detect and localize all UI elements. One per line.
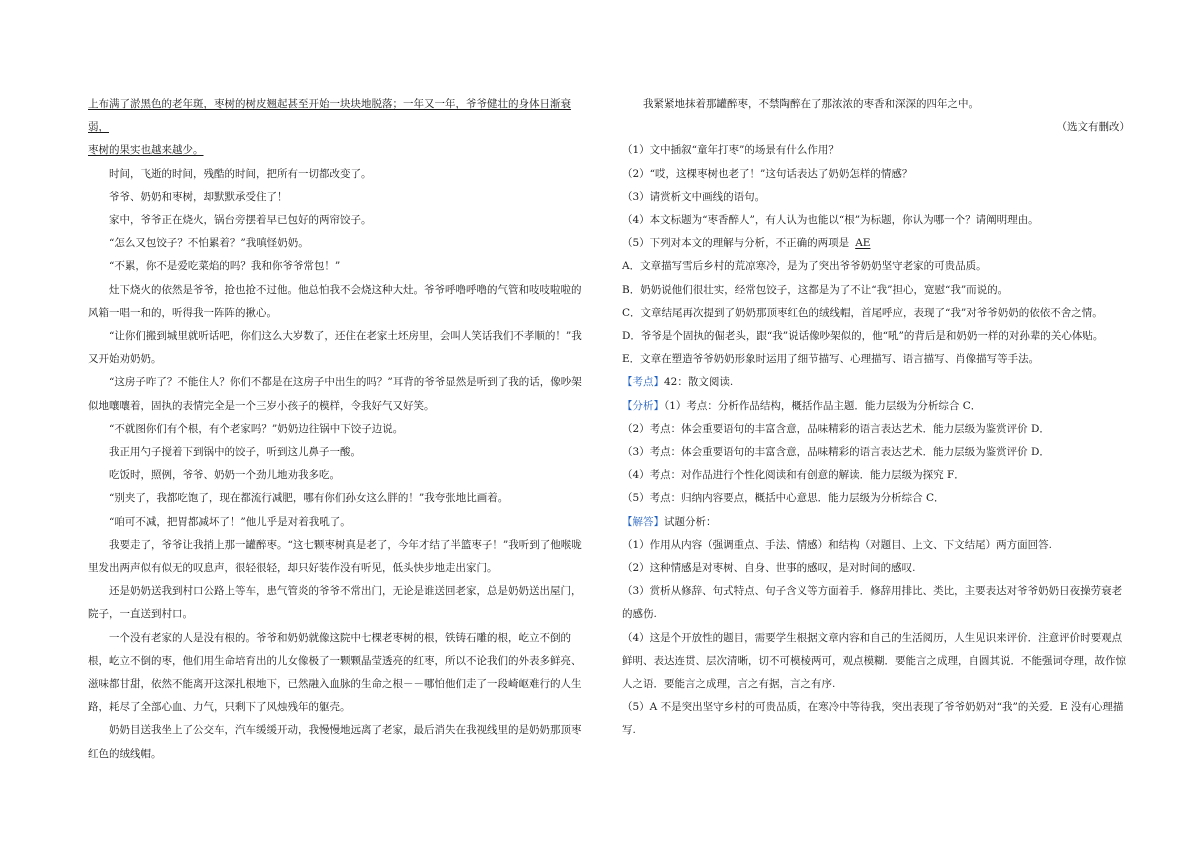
- story-paragraph: 一个没有老家的人是没有根的。爷爷和奶奶就像这院中七棵老枣树的根，铁铸石雕的根，屹立不倒的根，屹立不倒的枣，他们用生命培育出的儿女像极了一颗颗晶莹透亮的红枣，所以不论我们的外表多鲜亮、滋味都甘甜，依然不能离开这深扎根地下，已然融入血脉的生命之根－－哪怕他们走了一段崎岖难行的人生路，耗尽了全部心血、力气，只剩下了风烛残年的躯壳。: [88, 631, 582, 714]
- option-item: B．奶奶说他们很壮实，经常包饺子，这都是为了不让“我”担心，宽慰“我”而说的。: [622, 283, 1009, 296]
- story-paragraph: 我正用勺子搅着下到锅中的饺子，听到这儿鼻子一酸。: [109, 446, 361, 459]
- story-paragraph: “让你们搬到城里就听话吧，你们这么大岁数了，还住在老家土坯房里，会叫人笑话我们不孝顺的！”我又开始劝奶奶。: [88, 330, 582, 366]
- fenxi-item: （3）考点：体会重要语句的丰富含意，品味精彩的语言表达艺术．能力层级为鉴赏评价 D．: [622, 446, 1050, 459]
- answer-item: （4）这是个开放性的题目，需要学生根据文章内容和自己的生活阅历，人生见识来评价．注意评价时要观点鲜明、表达连贯、层次清晰，切不可模棱两可，观点模糊．要能言之成理，自圆其说．不能强词夺理，故作惊人之语．要能言之成理，言之有据，言之有序.: [622, 631, 1126, 691]
- answer-item: （2）这种情感是对枣树、自身、世事的感叹，是对时间的感叹.: [622, 562, 916, 575]
- kaodian-line: [622, 371, 1130, 394]
- fenxi-item: （5）考点：归纳内容要点，概括中心意思．能力层级为分析综合 C．: [622, 492, 945, 505]
- story-paragraph: 奶奶目送我坐上了公交车，汽车缓缓开动，我慢慢地远离了老家，最后消失在我视线里的是奶奶那顶枣红色的绒线帽。: [88, 724, 582, 760]
- option-item: C．文章结尾再次提到了奶奶那顶枣红色的绒线帽，首尾呼应，表现了“我”对爷爷奶奶的依依不舍之情。: [622, 306, 1103, 319]
- fenxi-item: （2）考点：体会重要语句的丰富含意，品味精彩的语言表达艺术．能力层级为鉴赏评价 D．: [622, 422, 1050, 435]
- fenxi-line: [622, 395, 1130, 418]
- question-item: （1）文中插叙“童年打枣”的场景有什么作用？: [622, 144, 839, 157]
- jieda-line: [622, 511, 1130, 534]
- underlined-sentence-line: 上布满了淤黑色的老年斑，枣树的树皮翘起甚至开始一块块地脱落；一年又一年，爷爷健壮的身体日渐衰弱，: [88, 98, 571, 134]
- question-item: （2）“哎，这棵枣树也老了！”这句话表达了奶奶怎样的情感？: [622, 167, 913, 180]
- option-item: A．文章描写雪后乡村的荒凉寒冷，是为了突出爷爷奶奶坚守老家的可贵品质。: [622, 260, 987, 273]
- source-note: （选文有删改）: [1056, 121, 1130, 134]
- question-item: （3）请赏析文中画线的语句。: [622, 190, 766, 203]
- question-item-5: [622, 232, 1130, 255]
- underlined-sentence-line: 枣树的果实也越来越少。: [88, 144, 204, 157]
- left-column: [88, 93, 590, 766]
- story-paragraph: 爷爷、奶奶和枣树，却默默承受住了！: [109, 190, 288, 203]
- kaodian-text: 42：散文阅读.: [664, 376, 734, 389]
- fenxi-text: （1）考点：分析作品结构，概括作品主题．能力层级为分析综合 C．: [664, 399, 982, 412]
- question-5-answer: AE: [855, 237, 871, 250]
- story-paragraph: “这房子咋了？不能住人？你们不都是在这房子中出生的吗？”耳背的爷爷显然是听到了我的话，像吵架似地嚷嚷着，固执的表情完全是一个三岁小孩子的模样，令我好气又好笑。: [88, 376, 582, 412]
- story-paragraph: 灶下烧火的依然是爷爷，抢也抢不过他。他总怕我不会烧这种大灶。爷爷呼噜呼噜的气管和吱吱啦啦的风箱一唱一和的，听得我一阵阵的揪心。: [88, 283, 582, 319]
- question-item: （4）本文标题为“枣香醉人”，有人认为也能以“根”为标题，你认为哪一个？请阐明理由。: [622, 214, 1039, 227]
- story-paragraph: 我要走了，爷爷让我捎上那一罐醉枣。“这七颗枣树真是老了，今年才结了半篮枣子！”我听到了他喉咙里发出两声似有似无的叹息声，很轻很轻，却只好装作没有听见，低头快步地走出家门。: [88, 538, 582, 575]
- jieda-tag: 【解答】: [622, 515, 664, 528]
- jieda-text: 试题分析：: [664, 515, 717, 528]
- answer-item: （1）作用从内容（强调重点、手法、情感）和结构（对题目、上文、下文结尾）两方面回答.: [622, 538, 1053, 551]
- answer-item: （5）A 不是突出坚守乡村的可贵品质，在寒冷中等待我，突出表现了爷爷奶奶对“我”的关爱．E 没有心理描写.: [622, 701, 1124, 737]
- story-paragraph: “怎么又包饺子？不怕累着？”我嗔怪奶奶。: [109, 237, 309, 250]
- answer-item: （3）赏析从修辞、句式特点、句子含义等方面着手．修辞用排比、类比，主要表达对爷爷奶奶日夜操劳衰老的感伤.: [622, 585, 1123, 621]
- story-paragraph: 还是奶奶送我到村口公路上等车，患气管炎的爷爷不常出门，无论是谁送回老家，总是奶奶送出屋门，院子，一直送到村口。: [88, 585, 582, 621]
- question-5-prompt: （5）下列对本文的理解与分析，不正确的两项是: [622, 237, 850, 250]
- story-paragraph: “不就图你们有个根，有个老家吗？”奶奶边往锅中下饺子边说。: [109, 422, 404, 435]
- kaodian-tag: 【考点】: [622, 376, 664, 389]
- option-item: E．文章在塑造爷爷奶奶形象时运用了细节描写、心理描写、语言描写、肖像描写等手法。: [622, 353, 1040, 366]
- story-paragraph: “不累，你不是爱吃菜焰的吗？我和你爷爷常包！”: [109, 260, 341, 273]
- option-item: D．爷爷是个固执的倔老头，跟“我”说话像吵架似的，他“吼”的背后是和奶奶一样的对孙辈的关心体贴。: [622, 330, 1104, 343]
- fenxi-item: （4）考点：对作品进行个性化阅读和有创意的解读．能力层级为探究 F．: [622, 469, 965, 482]
- story-paragraph: “别夹了，我都吃饱了，现在都流行减肥，哪有你们孙女这么胖的！”我夸张地比画着。: [109, 492, 509, 505]
- story-paragraph: 吃饭时，照例，爷爷、奶奶一个劲儿地劝我多吃。: [109, 469, 340, 482]
- fenxi-tag: 【分析】: [622, 399, 664, 412]
- right-column: [622, 93, 1130, 743]
- story-paragraph: 时间，飞逝的时间，残酷的时间，把所有一切都改变了。: [109, 167, 372, 180]
- story-paragraph: 家中，爷爷正在烧火，锅台旁摆着早已包好的两帘饺子。: [109, 214, 372, 227]
- closing-paragraph: 我紧紧地抹着那罐醉枣，不禁陶醉在了那浓浓的枣香和深深的四年之中。: [643, 98, 979, 110]
- story-paragraph: “咱可不减，把胃都减坏了！”他儿乎是对着我吼了。: [109, 515, 351, 528]
